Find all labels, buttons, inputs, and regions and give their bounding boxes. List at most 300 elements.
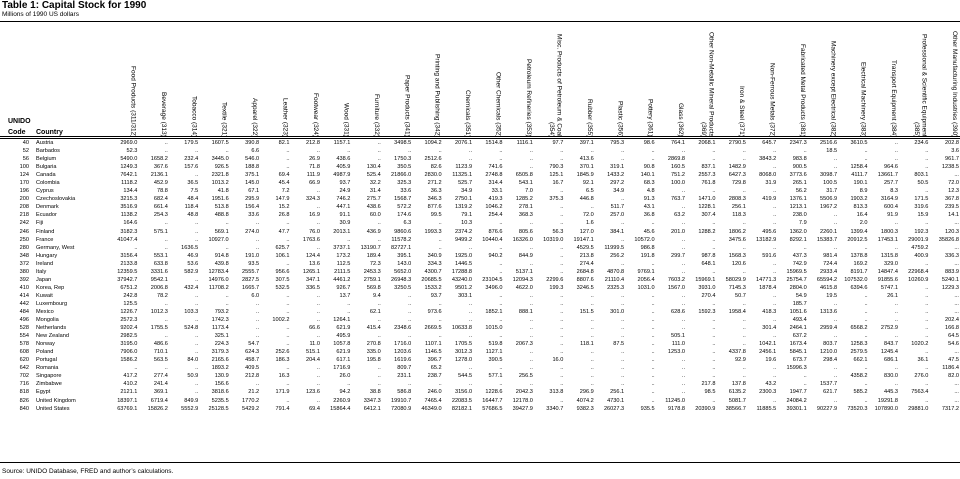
- table-cell: ..: [712, 349, 716, 356]
- table-cell: 624.3: [245, 349, 260, 356]
- table-cell: 15864.4: [330, 405, 351, 412]
- row-country: Mongolia: [36, 317, 59, 324]
- column-header: Iron & Steel (371): [737, 86, 745, 137]
- table-cell: 1313.6: [820, 309, 838, 315]
- table-cell: ..: [681, 236, 686, 243]
- table-cell: 91855.6: [877, 276, 898, 283]
- table-cell: ..: [377, 300, 381, 307]
- table-row: [0, 340, 960, 348]
- table-cell: 195.8: [366, 357, 381, 364]
- table-cell: 52.3: [126, 148, 138, 155]
- bottom-rule: [0, 462, 960, 463]
- column-header: Beverage (313): [159, 92, 167, 137]
- table-cell: 160.5: [671, 164, 686, 171]
- table-cell: ..: [834, 220, 838, 227]
- table-cell: 72080.9: [390, 405, 412, 412]
- column-header: Professional & Scientific Equipment (385): [913, 34, 928, 137]
- table-cell: ..: [347, 381, 351, 388]
- table-cell: 791.4: [275, 405, 290, 412]
- table-cell: 9542.1: [150, 276, 168, 283]
- table-cell: ..: [681, 300, 686, 307]
- table-cell: 1210.0: [820, 349, 838, 356]
- table-cell: 12.3: [948, 188, 959, 195]
- table-cell: ..: [438, 220, 442, 227]
- table-cell: ..: [256, 333, 260, 340]
- table-cell: 4.8: [646, 188, 655, 195]
- table-cell: 188.8: [245, 164, 260, 171]
- table-cell: 64.5: [948, 333, 959, 340]
- table-cell: 633.8: [153, 260, 168, 267]
- table-cell: ..: [894, 148, 898, 155]
- table-cell: 15969.1: [695, 276, 716, 283]
- table-cell: ..: [560, 220, 564, 227]
- table-cell: 2759.1: [363, 276, 381, 283]
- table-cell: 390.8: [245, 140, 260, 147]
- table-cell: 22968.4: [908, 268, 929, 275]
- table-cell: 50.7: [734, 292, 746, 299]
- table-cell: ..: [316, 188, 320, 195]
- table-cell: 15969.5: [786, 268, 807, 275]
- table-cell: ...: [954, 292, 959, 299]
- table-cell: 1619.6: [394, 357, 412, 364]
- table-cell: 3347.3: [363, 397, 381, 404]
- table-cell: 1094.2: [424, 140, 442, 147]
- table-cell: 36.5: [187, 180, 199, 187]
- table-cell: ..: [894, 309, 898, 315]
- table-cell: 47.7: [278, 228, 290, 235]
- table-cell: 793.2: [214, 309, 229, 315]
- table-cell: 1607.5: [211, 140, 229, 147]
- table-cell: ..: [864, 333, 868, 340]
- table-cell: 436.9: [366, 228, 381, 235]
- table-cell: 31.4: [369, 188, 381, 195]
- table-cell: 36.3: [430, 188, 442, 195]
- table-cell: ..: [894, 156, 898, 163]
- table-cell: ..: [499, 292, 503, 299]
- table-cell: 3445.0: [211, 156, 229, 163]
- table-cell: 495.6: [762, 228, 777, 235]
- table-cell: 883.9: [945, 268, 959, 275]
- table-cell: 1482.9: [728, 164, 746, 171]
- table-cell: ..: [438, 244, 442, 251]
- table-cell: ..: [834, 397, 838, 404]
- table-cell: ..: [742, 300, 746, 307]
- table-cell: 4358.2: [850, 373, 868, 380]
- table-cell: 4074.2: [576, 397, 594, 404]
- table-cell: ..: [225, 148, 229, 155]
- table-cell: ..: [438, 236, 442, 243]
- table-cell: 415.4: [366, 325, 381, 332]
- table-cell: 763.7: [671, 196, 686, 203]
- table-cell: 242.8: [123, 292, 138, 299]
- table-cell: ..: [134, 365, 138, 372]
- table-row: [0, 324, 960, 332]
- table-cell: ..: [286, 381, 290, 388]
- table-cell: 7.9: [798, 220, 807, 227]
- table-cell: ..: [773, 204, 777, 211]
- table-cell: 1146.5: [424, 349, 442, 356]
- table-cell: 2959.4: [820, 325, 838, 332]
- table-cell: 43240.0: [451, 276, 473, 283]
- table-cell: 336.5: [305, 284, 320, 291]
- table-cell: 17453.1: [877, 236, 898, 243]
- table-cell: 9202.4: [120, 325, 138, 332]
- table-cell: 1592.3: [698, 309, 716, 315]
- table-cell: 813.3: [853, 204, 868, 211]
- table-cell: ..: [651, 156, 655, 163]
- table-cell: 577.1: [488, 373, 503, 380]
- table-cell: 25754.7: [786, 276, 807, 283]
- table-cell: 94.2: [339, 389, 351, 396]
- table-cell: 367.8: [945, 196, 959, 203]
- table-cell: 145.0: [245, 180, 260, 187]
- row-code: 246: [19, 228, 29, 235]
- column-header: Misc. Products of Petroleum & Coal (354): [547, 34, 563, 137]
- table-cell: 79.1: [461, 212, 473, 219]
- table-cell: 58029.9: [725, 276, 746, 283]
- table-cell: ..: [225, 244, 229, 251]
- table-cell: 1245.4: [880, 349, 898, 356]
- table-cell: 19.6: [765, 357, 777, 364]
- table-cell: 69.4: [309, 405, 320, 412]
- table-cell: ..: [621, 333, 625, 340]
- column-header-area: [0, 22, 960, 137]
- table-cell: ..: [195, 349, 199, 356]
- table-cell: 301.0: [610, 309, 625, 315]
- table-cell: 628.6: [671, 309, 686, 315]
- table-cell: 648.1: [701, 260, 716, 267]
- column-header: Footwear (324): [311, 92, 319, 137]
- table-cell: 256.5: [518, 373, 533, 380]
- table-cell: 57686.5: [482, 405, 503, 412]
- table-cell: 324.3: [305, 196, 320, 203]
- table-cell: ..: [560, 268, 564, 275]
- table-cell: 231.1: [397, 373, 412, 380]
- table-cell: 439.8: [214, 260, 229, 267]
- table-cell: ..: [590, 333, 594, 340]
- table-cell: 111.0: [671, 341, 686, 348]
- unido-header: UNIDO: [8, 118, 31, 125]
- table-cell: 48.4: [187, 196, 199, 203]
- table-cell: ..: [164, 148, 168, 155]
- table-cell: 10440.4: [482, 236, 503, 243]
- table-cell: 10260.9: [908, 276, 929, 283]
- table-cell: 3737.1: [333, 244, 351, 251]
- table-row: [0, 356, 960, 364]
- table-cell: ..: [316, 148, 320, 155]
- table-cell: 39427.9: [512, 405, 533, 412]
- table-cell: 174.6: [397, 212, 412, 219]
- table-cell: 11325.1: [452, 172, 473, 179]
- table-cell: 93.7: [339, 180, 351, 187]
- table-cell: ..: [316, 309, 320, 315]
- table-cell: ..: [377, 156, 381, 163]
- table-cell: 63769.1: [117, 405, 138, 412]
- table-cell: 1750.3: [394, 156, 412, 163]
- column-header: Printing and Publishing (342): [433, 53, 441, 137]
- table-cell: 849.9: [184, 397, 199, 404]
- table-cell: 2464.1: [789, 325, 807, 332]
- table-cell: 238.0: [792, 212, 807, 219]
- table-cell: 37942.7: [117, 276, 138, 283]
- table-cell: 2830.0: [424, 172, 442, 179]
- row-code: 642: [19, 365, 29, 372]
- table-cell: ..: [894, 381, 898, 388]
- table-cell: 6751.2: [120, 284, 138, 291]
- table-cell: 2133.8: [120, 260, 138, 267]
- table-cell: ..: [408, 317, 412, 324]
- table-cell: 25128.5: [208, 405, 229, 412]
- table-row: [0, 211, 960, 219]
- table-cell: 11885.5: [756, 405, 777, 412]
- table-cell: 1742.3: [211, 317, 229, 324]
- table-cell: 265.1: [792, 180, 807, 187]
- table-cell: ..: [773, 212, 777, 219]
- table-cell: 19910.7: [390, 397, 412, 404]
- table-cell: 741.6: [488, 164, 503, 171]
- table-cell: 11578.2: [391, 236, 412, 243]
- table-cell: ..: [468, 317, 473, 324]
- table-cell: 437.3: [792, 252, 807, 259]
- table-cell: ..: [621, 236, 625, 243]
- table-cell: 7465.4: [424, 397, 442, 404]
- table-cell: ..: [590, 357, 594, 364]
- table-cell: ...: [954, 244, 959, 251]
- table-cell: 340.9: [427, 252, 442, 259]
- row-code: 496: [19, 317, 29, 324]
- table-cell: 2260.1: [820, 228, 838, 235]
- table-cell: ..: [377, 148, 381, 155]
- table-cell: 325.1: [214, 333, 229, 340]
- table-cell: 1568.7: [394, 196, 412, 203]
- table-cell: ..: [286, 148, 290, 155]
- table-cell: 239.5: [945, 204, 959, 211]
- table-cell: ..: [712, 156, 716, 163]
- table-cell: 582.9: [184, 268, 199, 275]
- table-cell: ..: [468, 333, 473, 340]
- table-cell: 525.4: [366, 172, 381, 179]
- table-cell: 12178.0: [512, 397, 533, 404]
- table-cell: 99.5: [430, 212, 442, 219]
- row-country: Finland: [36, 228, 55, 235]
- table-cell: 956.6: [275, 268, 290, 275]
- table-cell: 192.3: [914, 228, 929, 235]
- table-cell: 91.3: [643, 196, 655, 203]
- row-code: 484: [19, 309, 29, 315]
- table-row: [0, 252, 960, 260]
- table-cell: 505.1: [671, 333, 686, 340]
- table-cell: ..: [834, 212, 838, 219]
- table-cell: ..: [742, 244, 746, 251]
- table-cell: 4300.7: [424, 268, 442, 275]
- table-cell: 346.3: [427, 196, 442, 203]
- table-cell: ..: [195, 292, 199, 299]
- table-cell: 6568.2: [850, 325, 868, 332]
- table-cell: ..: [925, 220, 929, 227]
- row-country: United Kingdom: [36, 397, 76, 404]
- row-country: Fiji: [36, 220, 44, 227]
- table-cell: 2136.1: [150, 172, 168, 179]
- table-cell: 10633.8: [451, 325, 473, 332]
- table-cell: ..: [560, 349, 564, 356]
- table-cell: 532.5: [275, 284, 290, 291]
- table-row: [0, 171, 960, 179]
- table-cell: 396.7: [427, 357, 442, 364]
- table-cell: ..: [195, 172, 199, 179]
- table-cell: ..: [621, 373, 625, 380]
- table-cell: 19291.8: [877, 397, 898, 404]
- table-cell: ..: [621, 292, 625, 299]
- table-cell: ..: [712, 220, 716, 227]
- table-cell: 7906.0: [120, 349, 138, 356]
- row-code: 414: [19, 292, 29, 299]
- table-cell: 3246.5: [576, 284, 594, 291]
- row-country: Barbados: [36, 148, 60, 155]
- table-cell: 1951.6: [211, 196, 229, 203]
- table-cell: 2750.1: [454, 196, 473, 203]
- table-cell: 16447.7: [482, 397, 503, 404]
- table-cell: 256.2: [610, 252, 625, 259]
- table-cell: 156.4: [245, 204, 260, 211]
- table-cell: 3156.0: [454, 389, 473, 396]
- table-cell: 2.0: [859, 220, 868, 227]
- table-cell: 1878.4: [759, 284, 777, 291]
- table-cell: 20912.5: [847, 236, 868, 243]
- table-cell: 171.9: [275, 389, 290, 396]
- row-code: 200: [19, 196, 29, 203]
- table-cell: 1433.2: [607, 172, 625, 179]
- table-cell: ..: [164, 244, 168, 251]
- row-country: Ecuador: [36, 212, 57, 219]
- table-cell: ..: [347, 236, 351, 243]
- table-cell: 2456.1: [759, 349, 777, 356]
- table-cell: 1665.7: [242, 284, 260, 291]
- table-cell: 5845.1: [789, 349, 807, 356]
- table-cell: 4337.8: [728, 349, 746, 356]
- table-cell: ..: [681, 268, 686, 275]
- table-row: [0, 147, 960, 155]
- table-cell: 5652.0: [394, 268, 412, 275]
- table-cell: 438.6: [336, 156, 351, 163]
- table-cell: 2969.0: [120, 140, 138, 147]
- table-cell: ..: [195, 365, 199, 372]
- table-cell: 1763.6: [302, 236, 320, 243]
- table-cell: 1958.4: [728, 309, 746, 315]
- table-cell: 1186.4: [942, 365, 959, 372]
- table-cell: 56.2: [795, 188, 807, 195]
- table-cell: 661.4: [153, 204, 168, 211]
- table-cell: 2042.3: [515, 389, 533, 396]
- table-cell: ..: [894, 220, 898, 227]
- table-cell: 3012.3: [454, 349, 473, 356]
- table-cell: ..: [712, 365, 716, 372]
- table-cell: ..: [773, 220, 777, 227]
- table-cell: 10572.0: [634, 236, 655, 243]
- table-cell: 19.5: [826, 292, 838, 299]
- table-cell: 1993.3: [424, 228, 442, 235]
- table-cell: 14976.0: [208, 276, 229, 283]
- table-cell: ..: [499, 148, 503, 155]
- table-row: [0, 308, 960, 316]
- table-cell: 107532.0: [844, 276, 868, 283]
- table-row: [0, 405, 960, 413]
- table-cell: 16.4: [856, 212, 868, 219]
- table-cell: ..: [316, 204, 320, 211]
- table-cell: ..: [742, 156, 746, 163]
- table-cell: ..: [864, 292, 868, 299]
- table-cell: ..: [195, 333, 199, 340]
- table-cell: 91.9: [887, 212, 898, 219]
- table-cell: ..: [742, 365, 746, 372]
- table-cell: ..: [316, 365, 320, 372]
- row-code: 716: [19, 381, 29, 388]
- row-country: Germany, West: [36, 244, 75, 251]
- table-cell: 5506.9: [820, 196, 838, 203]
- table-cell: 1157.1: [333, 140, 351, 147]
- table-cell: 12359.5: [117, 268, 138, 275]
- table-cell: 729.8: [731, 180, 746, 187]
- row-country: Czechoslovakia: [36, 196, 76, 203]
- table-cell: ..: [621, 349, 625, 356]
- table-cell: 48.8: [187, 212, 199, 219]
- table-cell: ..: [590, 148, 594, 155]
- table-cell: ...: [954, 260, 959, 267]
- table-row: [0, 187, 960, 195]
- column-header: Apparel (322): [251, 97, 259, 137]
- table-cell: 1376.1: [789, 196, 807, 203]
- table-cell: 2056.4: [637, 276, 655, 283]
- table-cell: ..: [529, 365, 533, 372]
- table-cell: 78.2: [156, 292, 168, 299]
- table-cell: ..: [195, 148, 199, 155]
- table-cell: 334.3: [427, 260, 442, 267]
- table-cell: ..: [773, 317, 777, 324]
- table-cell: ..: [894, 365, 898, 372]
- table-cell: ..: [560, 365, 564, 372]
- table-cell: 6394.6: [850, 284, 868, 291]
- table-cell: 9178.8: [667, 405, 686, 412]
- table-cell: ..: [712, 357, 716, 364]
- table-cell: 2111.5: [334, 268, 351, 275]
- table-cell: 3098.7: [820, 172, 838, 179]
- table-cell: 2572.3: [120, 317, 138, 324]
- table-cell: 169.2: [853, 260, 868, 267]
- table-cell: ..: [803, 244, 807, 251]
- table-cell: ..: [529, 333, 533, 340]
- table-cell: 3164.9: [880, 196, 898, 203]
- table-cell: 961.7: [945, 156, 959, 163]
- table-cell: ..: [316, 397, 320, 404]
- table-cell: 572.2: [397, 204, 412, 211]
- table-cell: ..: [742, 333, 746, 340]
- table-cell: 1514.8: [485, 140, 503, 147]
- table-cell: ...: [954, 309, 959, 315]
- table-cell: ..: [408, 300, 412, 307]
- table-cell: ..: [499, 268, 503, 275]
- table-cell: 2076.1: [454, 140, 473, 147]
- table-cell: ..: [256, 220, 260, 227]
- table-cell: ..: [377, 381, 381, 388]
- table-cell: 438.6: [366, 204, 381, 211]
- row-country: Mexico: [36, 309, 54, 315]
- table-cell: 844.9: [518, 252, 533, 259]
- table-cell: 38566.7: [725, 405, 746, 412]
- table-cell: ..: [651, 397, 655, 404]
- table-cell: 191.0: [245, 252, 260, 259]
- table-cell: 600.4: [883, 204, 898, 211]
- table-cell: 35826.8: [938, 236, 959, 243]
- table-cell: ..: [621, 260, 625, 267]
